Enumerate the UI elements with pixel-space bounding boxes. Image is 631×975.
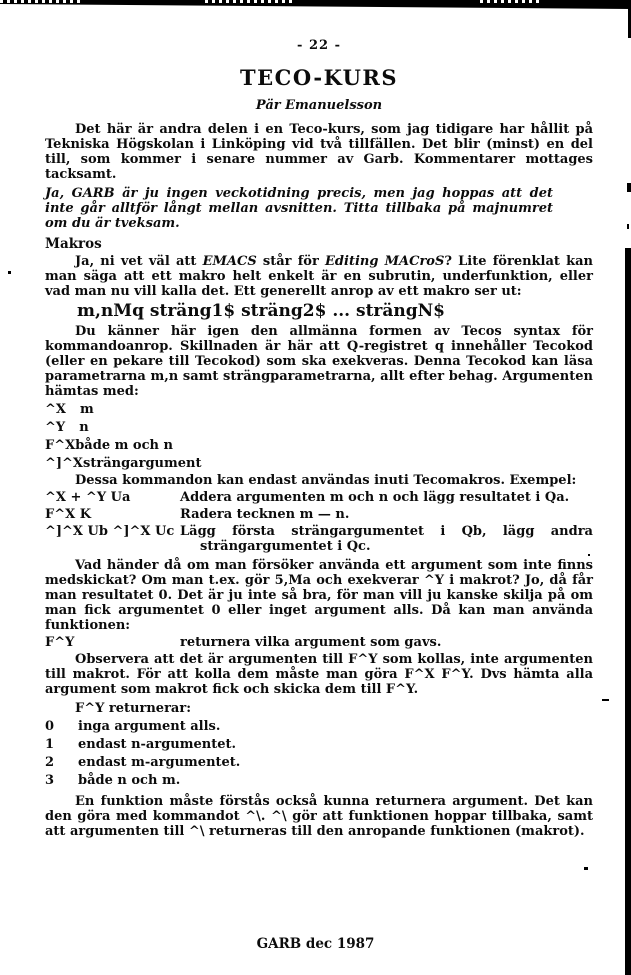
command-description: Radera tecknen m — n. [180,507,350,522]
command-argument: strängargument [83,456,202,471]
fy-returns-heading: F^Y returnerar: [75,701,191,716]
command-description: Addera argumenten m och n och lägg resultatet i Qa. [180,490,570,505]
teco-command-inline: F^Y [348,652,378,667]
page-number: - 22 - [297,38,341,53]
teco-command: F^Y [45,635,75,650]
return-value: 2 [45,755,55,770]
return-value-description: både n och m. [78,773,181,788]
return-value-description: endast n-argumentet. [78,737,237,752]
makros-intro-text: står för [256,254,326,269]
scan-artifact-speck [584,867,588,870]
editing-macros-term: Editing MACroS [325,254,445,269]
fy-function-row [45,635,593,650]
emacs-term: EMACS [202,254,257,269]
command-argument: både m och n [75,438,173,453]
observera-text: . [413,682,419,697]
observera-paragraph [45,652,593,697]
example-row [45,507,593,522]
missing-arg-paragraph: Vad händer då om man försöker använda ett argument som inte finns medskickat? Om man t.ex. gör 5,Ma och exekverar ^Y i makrot? Jo, då får man resultatet 0. Det är ju inte så bra, för man vill ju kanske skilja på om man fick argumentet 0 eller inget argument alls. Då kan man använda funktionen: [45,558,593,633]
teco-command: F^X [45,438,76,453]
scan-artifact-perforation [205,0,295,3]
teco-command-inline: F^X F^Y [404,667,470,682]
editor-note-paragraph: Ja, GARB är ju ingen veckotidning precis, men jag hoppas att det inte går alltför långt mellan avsnitten. Titta tillbaka på majnumret om du är tveksam. [45,186,553,231]
return-value-description: endast m-argumentet. [78,755,241,770]
teco-command: ^X + ^Y Ua [45,490,131,505]
teco-command-inline: F^Y [385,682,414,697]
syntax-explain-paragraph: Du känner här igen den allmänna formen av Tecos syntax för kommandoanrop. Skillnaden är här att Q-registret q innehåller Tecokod (eller en pekare till Tecokod) som ska exekveras. Denna Tecokod kan läsa parametrarna m,n samt strängparametrarna, allt efter behag. Argumenten hämtas med: [45,324,593,399]
command-argument: m [79,402,94,417]
observera-text: som kollas, inte argumenten till makrot. För att kolla dem måste man göra [45,652,593,682]
return-value: 1 [45,737,55,752]
page-title: TECO-KURS [239,65,399,90]
text-column [45,38,593,839]
argument-command-list [45,401,593,473]
intro-paragraph: Det här är andra delen i en Teco-kurs, som jag tidigare har hållit på Tekniska Högskolan i Linköping vid två tillfällen. Det blir (minst) en del till, som kommer i senare nummer av Garb. Kommentarer mottages tacksamt. [45,122,593,182]
return-value: 3 [45,773,55,788]
example-command-list [45,490,593,554]
teco-command: ^Y [45,420,66,435]
scan-artifact-speck [627,183,631,192]
fy-return-value-list [45,718,593,790]
teco-command: ^]^X [45,456,84,471]
argument-command-line [45,437,593,455]
observera-text: Observera att det är argumenten till [75,652,349,667]
argument-command-line [45,401,593,419]
return-args-paragraph: En funktion måste förstås också kunna returnera argument. Det kan den göra med kommandot ^\. ^\ gör att funktionen hoppar tillbaka, samt att argumenten till ^\ returneras till den anropande funktionen (makrot). [45,794,593,839]
teco-command: F^X K [45,507,92,522]
makros-intro-text: ? Lite förenklat kan man säga att ett makro helt enkelt är en subrutin, underfunktion, eller vad man nu vill kalla det. Ett generellt anrop av ett makro ser ut: [45,254,593,299]
scan-artifact-speck [8,271,11,274]
argument-command-line [45,455,593,473]
only-in-macros-paragraph: Dessa kommandon kan endast användas inuti Tecomakros. Exempel: [75,473,577,488]
makros-intro-text: Ja, ni vet väl att [75,254,203,269]
teco-command: ^]^X Ub ^]^X Uc [45,524,175,539]
byline: Pär Emanuelsson [255,98,383,113]
example-row [45,490,593,505]
macro-call-syntax: m,nMq sträng1$ sträng2$ ... strängN$ [77,301,446,321]
scan-artifact-top-edge [0,0,631,9]
makros-intro-paragraph [45,254,593,299]
return-value-row [45,718,593,736]
example-row [45,524,593,554]
scan-artifact-right-edge [625,248,631,975]
return-value: 0 [45,719,55,734]
scan-artifact-speck [627,224,629,229]
command-description: Lägg första strängargumentet i Qb, lägg andra strängargumentet i Qc. [180,524,593,554]
return-value-row [45,754,593,772]
scan-artifact-perforation [0,0,80,3]
return-value-row [45,772,593,790]
return-value-description: inga argument alls. [78,719,221,734]
command-description: returnera vilka argument som gavs. [180,635,442,650]
scan-artifact-perforation [480,0,540,3]
page-footer: GARB dec 1987 [256,936,375,952]
section-heading-makros: Makros [45,236,102,252]
scan-artifact-speck [602,699,609,701]
return-value-row [45,736,593,754]
command-argument: n [79,420,89,435]
observera-text: . Dvs hämta alla argument som makrot fick och skicka dem till [45,667,593,697]
argument-command-line [45,419,593,437]
teco-command: ^X [45,402,66,417]
